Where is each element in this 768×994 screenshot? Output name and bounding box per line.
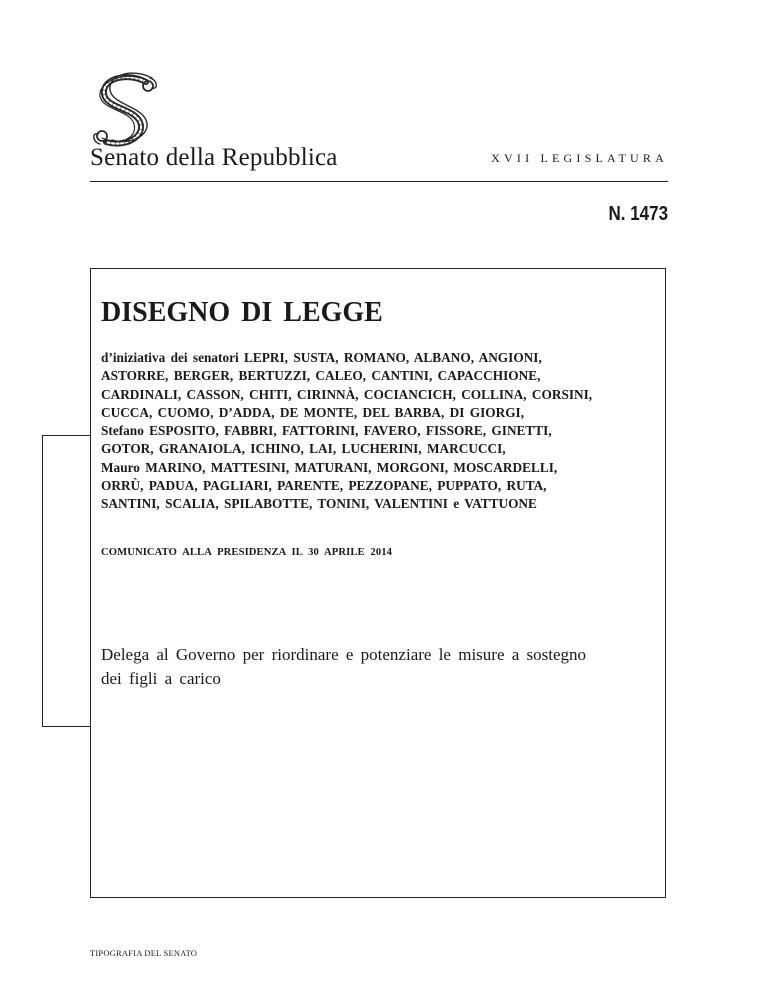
authors-line: CARDINALI, CASSON, CHITI, CIRINNÀ, COCIANCICH, COLLINA, CORSINI, bbox=[101, 386, 593, 402]
authors-intro: d’iniziativa dei senatori bbox=[101, 350, 239, 365]
bill-title bbox=[101, 643, 641, 691]
authors-line: LEPRI, SUSTA, ROMANO, ALBANO, ANGIONI, bbox=[244, 350, 542, 365]
authors-line: SANTINI, SCALIA, SPILABOTTE, TONINI, VALENTINI e VATTUONE bbox=[101, 496, 537, 512]
margin-bracket-side bbox=[42, 435, 43, 726]
senato-s-logo-icon bbox=[88, 72, 168, 152]
legislature-label: XVII LEGISLATURA bbox=[491, 151, 668, 165]
authors-block bbox=[101, 349, 661, 514]
authors-line: ORRÙ, PADUA, PAGLIARI, PARENTE, PEZZOPANE, PUPPATO, RUTA, bbox=[101, 478, 547, 494]
authors-line: ASTORRE, BERGER, BERTUZZI, CALEO, CANTINI, CAPACCHIONE, bbox=[101, 368, 541, 384]
margin-bracket-bottom bbox=[42, 726, 90, 727]
bill-title-line: Delega al Governo per riordinare e potenziare le misure a sostegno bbox=[101, 645, 587, 664]
authors-line: GOTOR, GRANAIOLA, ICHINO, LAI, LUCHERINI, MARCUCCI, bbox=[101, 441, 506, 457]
printer-credit: TIPOGRAFIA DEL SENATO bbox=[90, 948, 198, 958]
bill-title-line: dei figli a carico bbox=[101, 669, 221, 688]
authors-line: Mauro MARINO, MATTESINI, MATURANI, MORGONI, MOSCARDELLI, bbox=[101, 459, 558, 475]
header-divider bbox=[90, 181, 668, 182]
communication-date: COMUNICATO ALLA PRESIDENZA IL 30 APRILE 2014 bbox=[101, 547, 393, 558]
margin-bracket-top bbox=[42, 435, 90, 436]
authors-line: Stefano ESPOSITO, FABBRI, FATTORINI, FAVERO, FISSORE, GINETTI, bbox=[101, 423, 552, 439]
document-number: N. 1473 bbox=[608, 203, 668, 225]
institution-name: Senato della Repubblica bbox=[90, 144, 338, 171]
document-type: DISEGNO DI LEGGE bbox=[101, 297, 383, 328]
authors-line: CUCCA, CUOMO, D’ADDA, DE MONTE, DEL BARBA, DI GIORGI, bbox=[101, 404, 525, 420]
